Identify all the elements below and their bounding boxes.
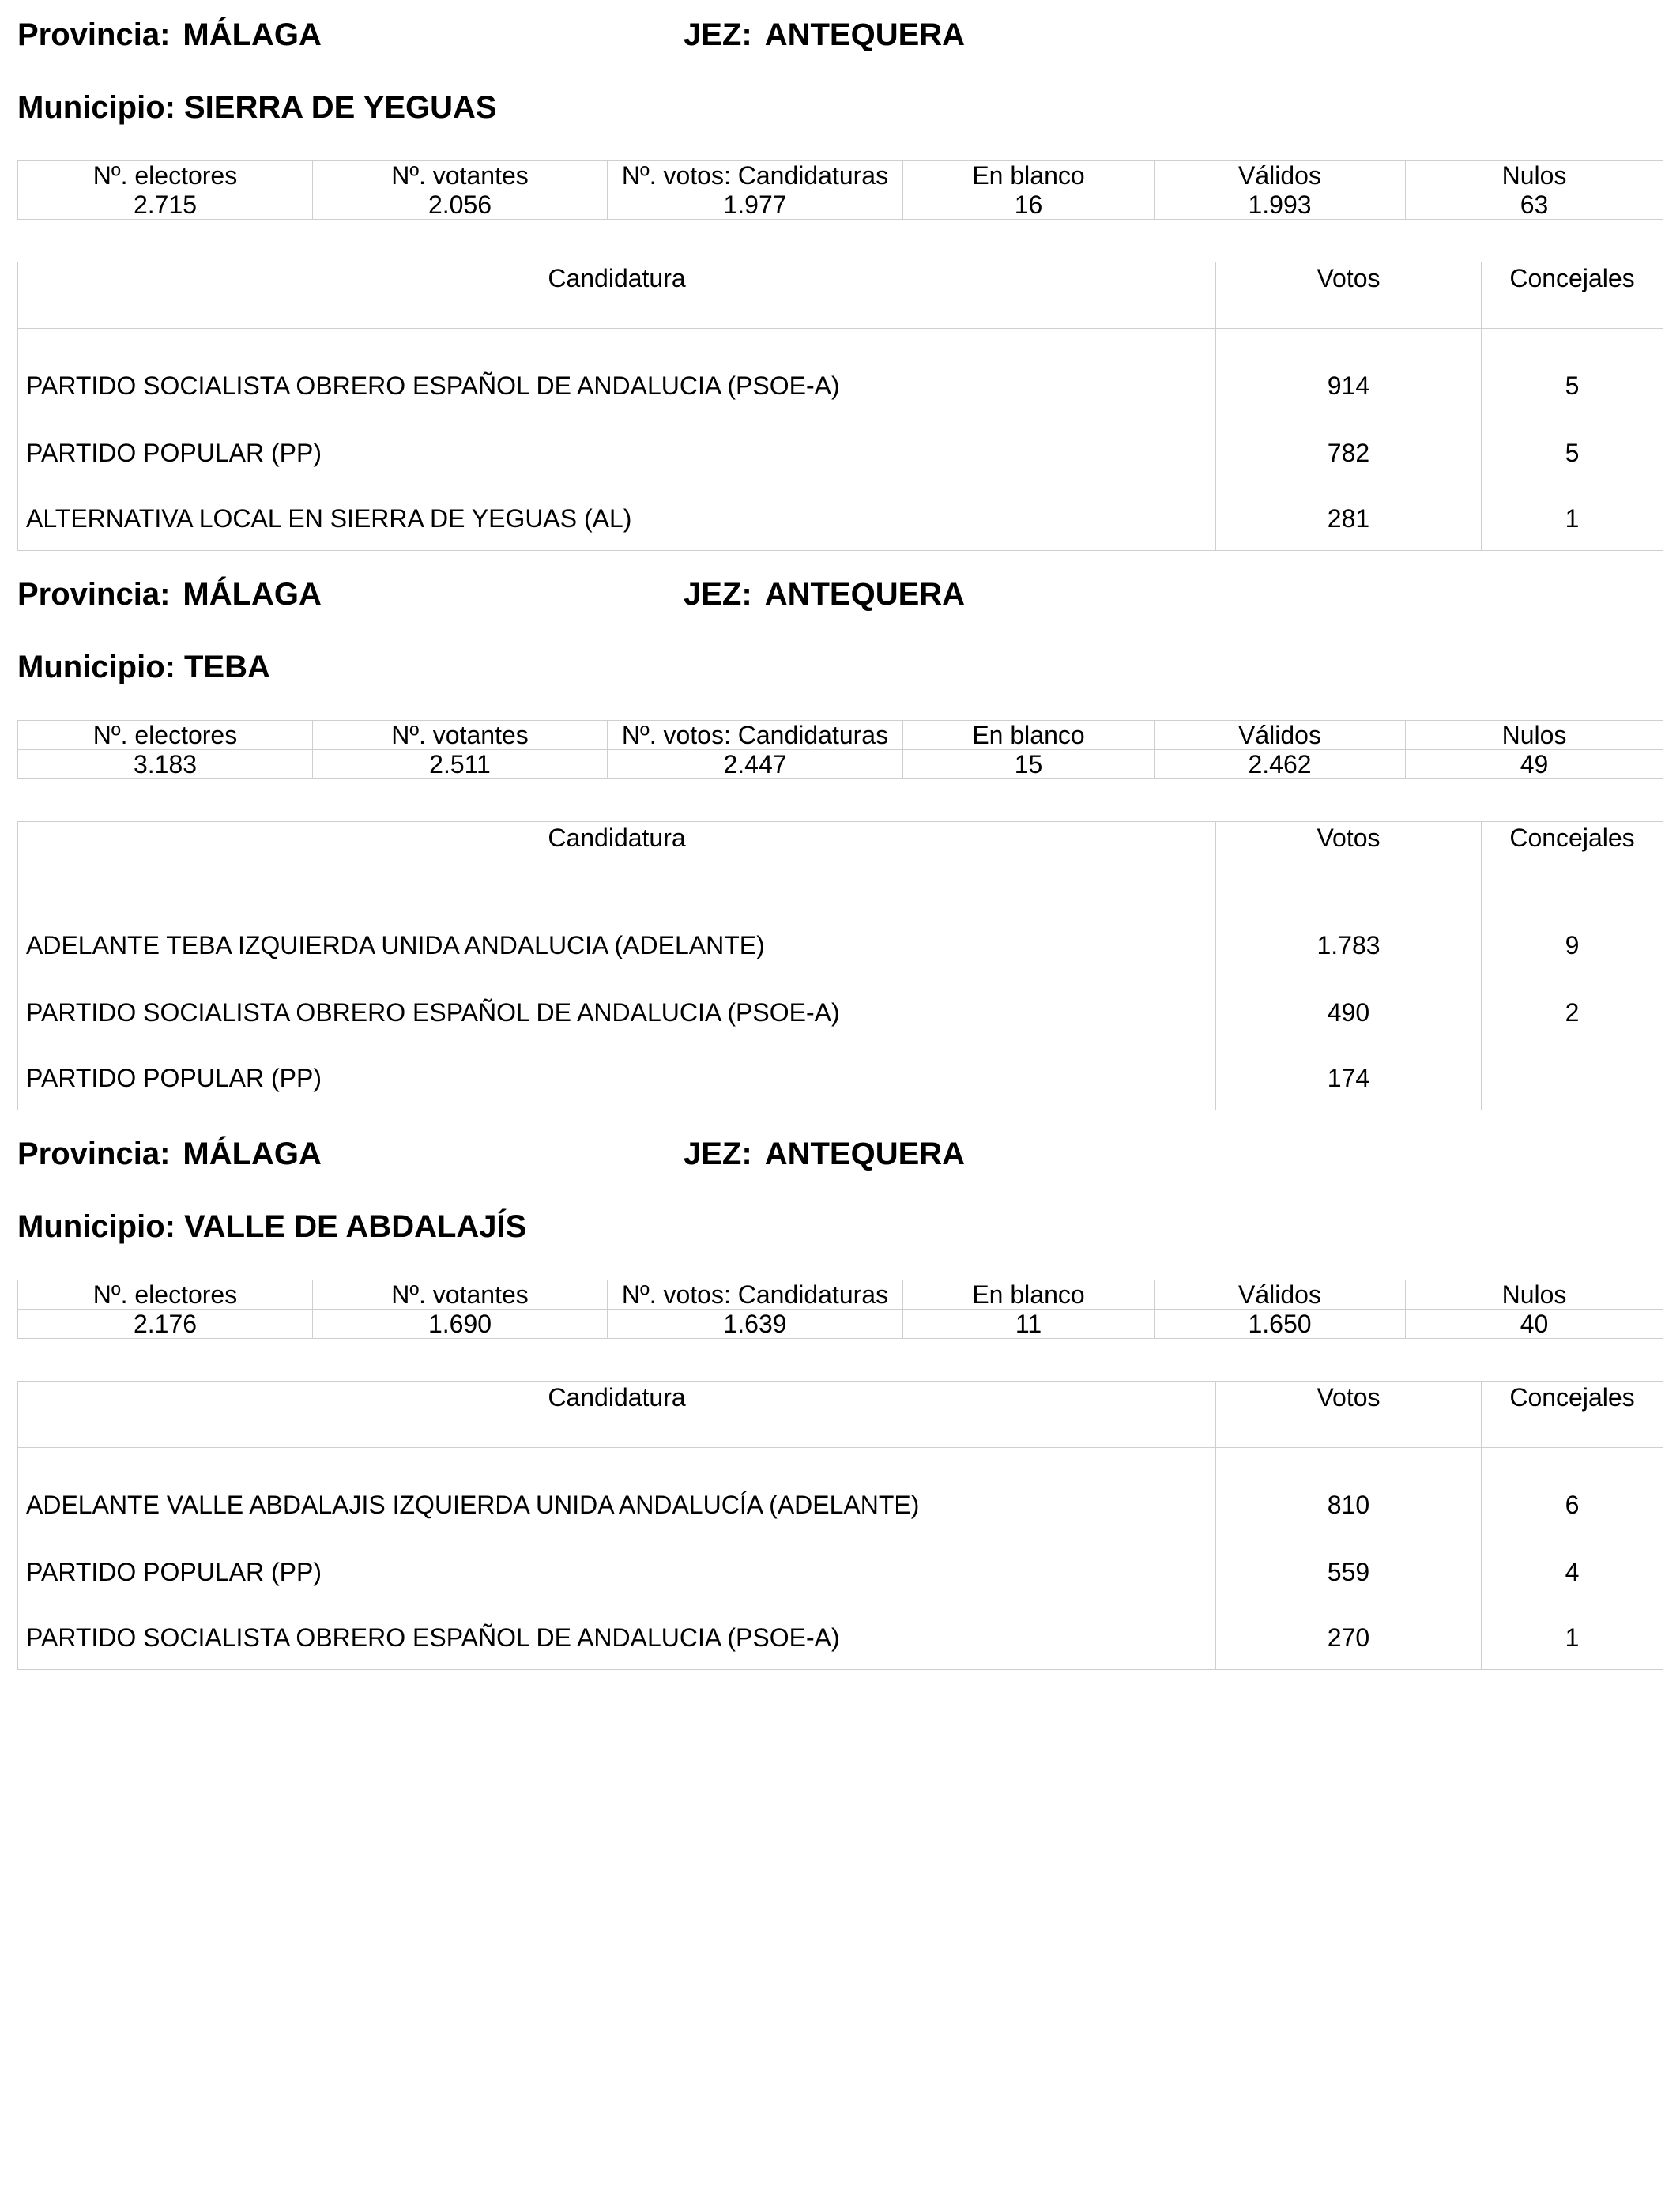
stats-header-row	[18, 721, 1663, 750]
votos-candidaturas-value: 2.447	[608, 750, 903, 779]
validos-value: 1.650	[1155, 1310, 1406, 1339]
provincia-heading	[17, 575, 322, 613]
candidatura-header: Candidatura	[18, 1382, 1216, 1448]
table-row	[18, 487, 1663, 551]
table-row	[18, 888, 1663, 980]
municipio-heading	[17, 1208, 526, 1246]
candidate-concejales: 9	[1482, 888, 1663, 980]
candidate-votos: 1.783	[1216, 888, 1482, 980]
provincia-value: MÁLAGA	[183, 1137, 322, 1171]
stats-value-row	[18, 750, 1663, 779]
jez-label: JEZ:	[684, 17, 752, 52]
candidate-name: ALTERNATIVA LOCAL EN SIERRA DE YEGUAS (AL)	[26, 503, 632, 533]
jez-value: ANTEQUERA	[764, 17, 966, 52]
candidate-votos: 782	[1216, 420, 1482, 487]
provincia-heading	[17, 16, 322, 54]
jez-value: ANTEQUERA	[764, 577, 966, 612]
candidate-name: ADELANTE VALLE ABDALAJIS IZQUIERDA UNIDA ANDALUCÍA (ADELANTE)	[26, 1491, 920, 1519]
candidate-concejales	[1482, 1046, 1663, 1110]
candidate-concejales: 5	[1482, 329, 1663, 420]
votantes-value: 2.511	[313, 750, 608, 779]
municipality-section	[0, 560, 1680, 1119]
en-blanco-value: 11	[903, 1310, 1155, 1339]
candidate-name: PARTIDO POPULAR (PP)	[26, 1558, 322, 1586]
candidatura-header: Candidatura	[18, 822, 1216, 888]
en-blanco-value: 15	[903, 750, 1155, 779]
candidate-concejales: 1	[1482, 487, 1663, 551]
stats-table	[17, 1280, 1663, 1339]
concejales-header: Concejales	[1482, 262, 1663, 329]
municipio-heading	[17, 89, 497, 126]
provincia-label: Provincia:	[17, 1137, 171, 1171]
stats-header-row	[18, 1280, 1663, 1310]
provincia-value: MÁLAGA	[183, 17, 322, 52]
candidate-name: PARTIDO SOCIALISTA OBRERO ESPAÑOL DE ANDALUCIA (PSOE-A)	[26, 998, 840, 1027]
votantes-value: 2.056	[313, 190, 608, 220]
votos-candidaturas-value: 1.977	[608, 190, 903, 220]
candidate-name: PARTIDO POPULAR (PP)	[26, 1063, 322, 1092]
municipio-value: VALLE DE ABDALAJÍS	[183, 1209, 527, 1244]
stats-header-cell: Nº. electores	[18, 1280, 313, 1310]
stats-header-cell: Nulos	[1406, 161, 1663, 190]
municipio-label: Municipio:	[17, 90, 175, 125]
candidatures-header-row	[18, 262, 1663, 329]
votos-candidaturas-value: 1.639	[608, 1310, 903, 1339]
jez-label: JEZ:	[684, 1137, 752, 1171]
candidate-concejales: 2	[1482, 979, 1663, 1046]
provincia-label: Provincia:	[17, 577, 171, 612]
concejales-header: Concejales	[1482, 1382, 1663, 1448]
candidate-votos: 490	[1216, 979, 1482, 1046]
stats-header-cell: Nº. votantes	[313, 1280, 608, 1310]
candidate-votos: 281	[1216, 487, 1482, 551]
municipio-label: Municipio:	[17, 650, 175, 684]
validos-value: 1.993	[1155, 190, 1406, 220]
candidate-votos: 810	[1216, 1448, 1482, 1540]
stats-header-cell: Nulos	[1406, 1280, 1663, 1310]
stats-header-row	[18, 161, 1663, 190]
nulos-value: 40	[1406, 1310, 1663, 1339]
candidatures-header-row	[18, 822, 1663, 888]
stats-header-cell: En blanco	[903, 161, 1155, 190]
table-row	[18, 979, 1663, 1046]
table-row	[18, 1448, 1663, 1540]
stats-header-cell: Nº. electores	[18, 721, 313, 750]
table-row	[18, 1539, 1663, 1606]
table-row	[18, 1046, 1663, 1110]
votantes-value: 1.690	[313, 1310, 608, 1339]
stats-header-cell: Nº. votantes	[313, 161, 608, 190]
stats-header-cell: En blanco	[903, 721, 1155, 750]
validos-value: 2.462	[1155, 750, 1406, 779]
stats-header-cell: Nulos	[1406, 721, 1663, 750]
candidate-name: ADELANTE TEBA IZQUIERDA UNIDA ANDALUCIA (ADELANTE)	[26, 931, 765, 959]
stats-header-cell: Nº. votos: Candidaturas	[608, 1280, 903, 1310]
stats-value-row	[18, 1310, 1663, 1339]
municipio-heading	[17, 648, 270, 686]
electores-value: 3.183	[18, 750, 313, 779]
candidate-name: PARTIDO SOCIALISTA OBRERO ESPAÑOL DE ANDALUCIA (PSOE-A)	[26, 1623, 840, 1652]
table-row	[18, 1606, 1663, 1670]
provincia-heading	[17, 1135, 322, 1173]
municipio-label: Municipio:	[17, 1209, 175, 1244]
jez-label: JEZ:	[684, 577, 752, 612]
votos-header: Votos	[1216, 1382, 1482, 1448]
nulos-value: 49	[1406, 750, 1663, 779]
stats-header-cell: Nº. votos: Candidaturas	[608, 721, 903, 750]
stats-header-cell: Válidos	[1155, 161, 1406, 190]
stats-header-cell: En blanco	[903, 1280, 1155, 1310]
candidatures-table	[17, 262, 1663, 551]
table-row	[18, 420, 1663, 487]
candidate-votos: 914	[1216, 329, 1482, 420]
stats-header-cell: Nº. votantes	[313, 721, 608, 750]
stats-header-cell: Válidos	[1155, 721, 1406, 750]
stats-table	[17, 160, 1663, 220]
jez-value: ANTEQUERA	[764, 1137, 966, 1171]
candidate-votos: 559	[1216, 1539, 1482, 1606]
electores-value: 2.176	[18, 1310, 313, 1339]
jez-heading	[684, 16, 965, 54]
stats-value-row	[18, 190, 1663, 220]
candidatures-table	[17, 1381, 1663, 1670]
stats-header-cell: Nº. votos: Candidaturas	[608, 161, 903, 190]
stats-header-cell: Nº. electores	[18, 161, 313, 190]
municipio-value: TEBA	[183, 650, 270, 684]
municipality-section	[0, 0, 1680, 560]
candidatures-header-row	[18, 1382, 1663, 1448]
candidate-concejales: 5	[1482, 420, 1663, 487]
provincia-value: MÁLAGA	[183, 577, 322, 612]
stats-table	[17, 720, 1663, 779]
candidate-votos: 270	[1216, 1606, 1482, 1670]
candidate-name: PARTIDO POPULAR (PP)	[26, 439, 322, 467]
candidate-votos: 174	[1216, 1046, 1482, 1110]
en-blanco-value: 16	[903, 190, 1155, 220]
stats-header-cell: Válidos	[1155, 1280, 1406, 1310]
votos-header: Votos	[1216, 262, 1482, 329]
table-row	[18, 329, 1663, 420]
candidate-concejales: 6	[1482, 1448, 1663, 1540]
concejales-header: Concejales	[1482, 822, 1663, 888]
votos-header: Votos	[1216, 822, 1482, 888]
electores-value: 2.715	[18, 190, 313, 220]
jez-heading	[684, 575, 965, 613]
candidatures-table	[17, 821, 1663, 1110]
municipality-section	[0, 1119, 1680, 1679]
candidate-concejales: 4	[1482, 1539, 1663, 1606]
nulos-value: 63	[1406, 190, 1663, 220]
municipio-value: SIERRA DE YEGUAS	[183, 90, 497, 125]
candidatura-header: Candidatura	[18, 262, 1216, 329]
candidate-concejales: 1	[1482, 1606, 1663, 1670]
candidate-name: PARTIDO SOCIALISTA OBRERO ESPAÑOL DE ANDALUCIA (PSOE-A)	[26, 371, 840, 400]
jez-heading	[684, 1135, 965, 1173]
provincia-label: Provincia:	[17, 17, 171, 52]
